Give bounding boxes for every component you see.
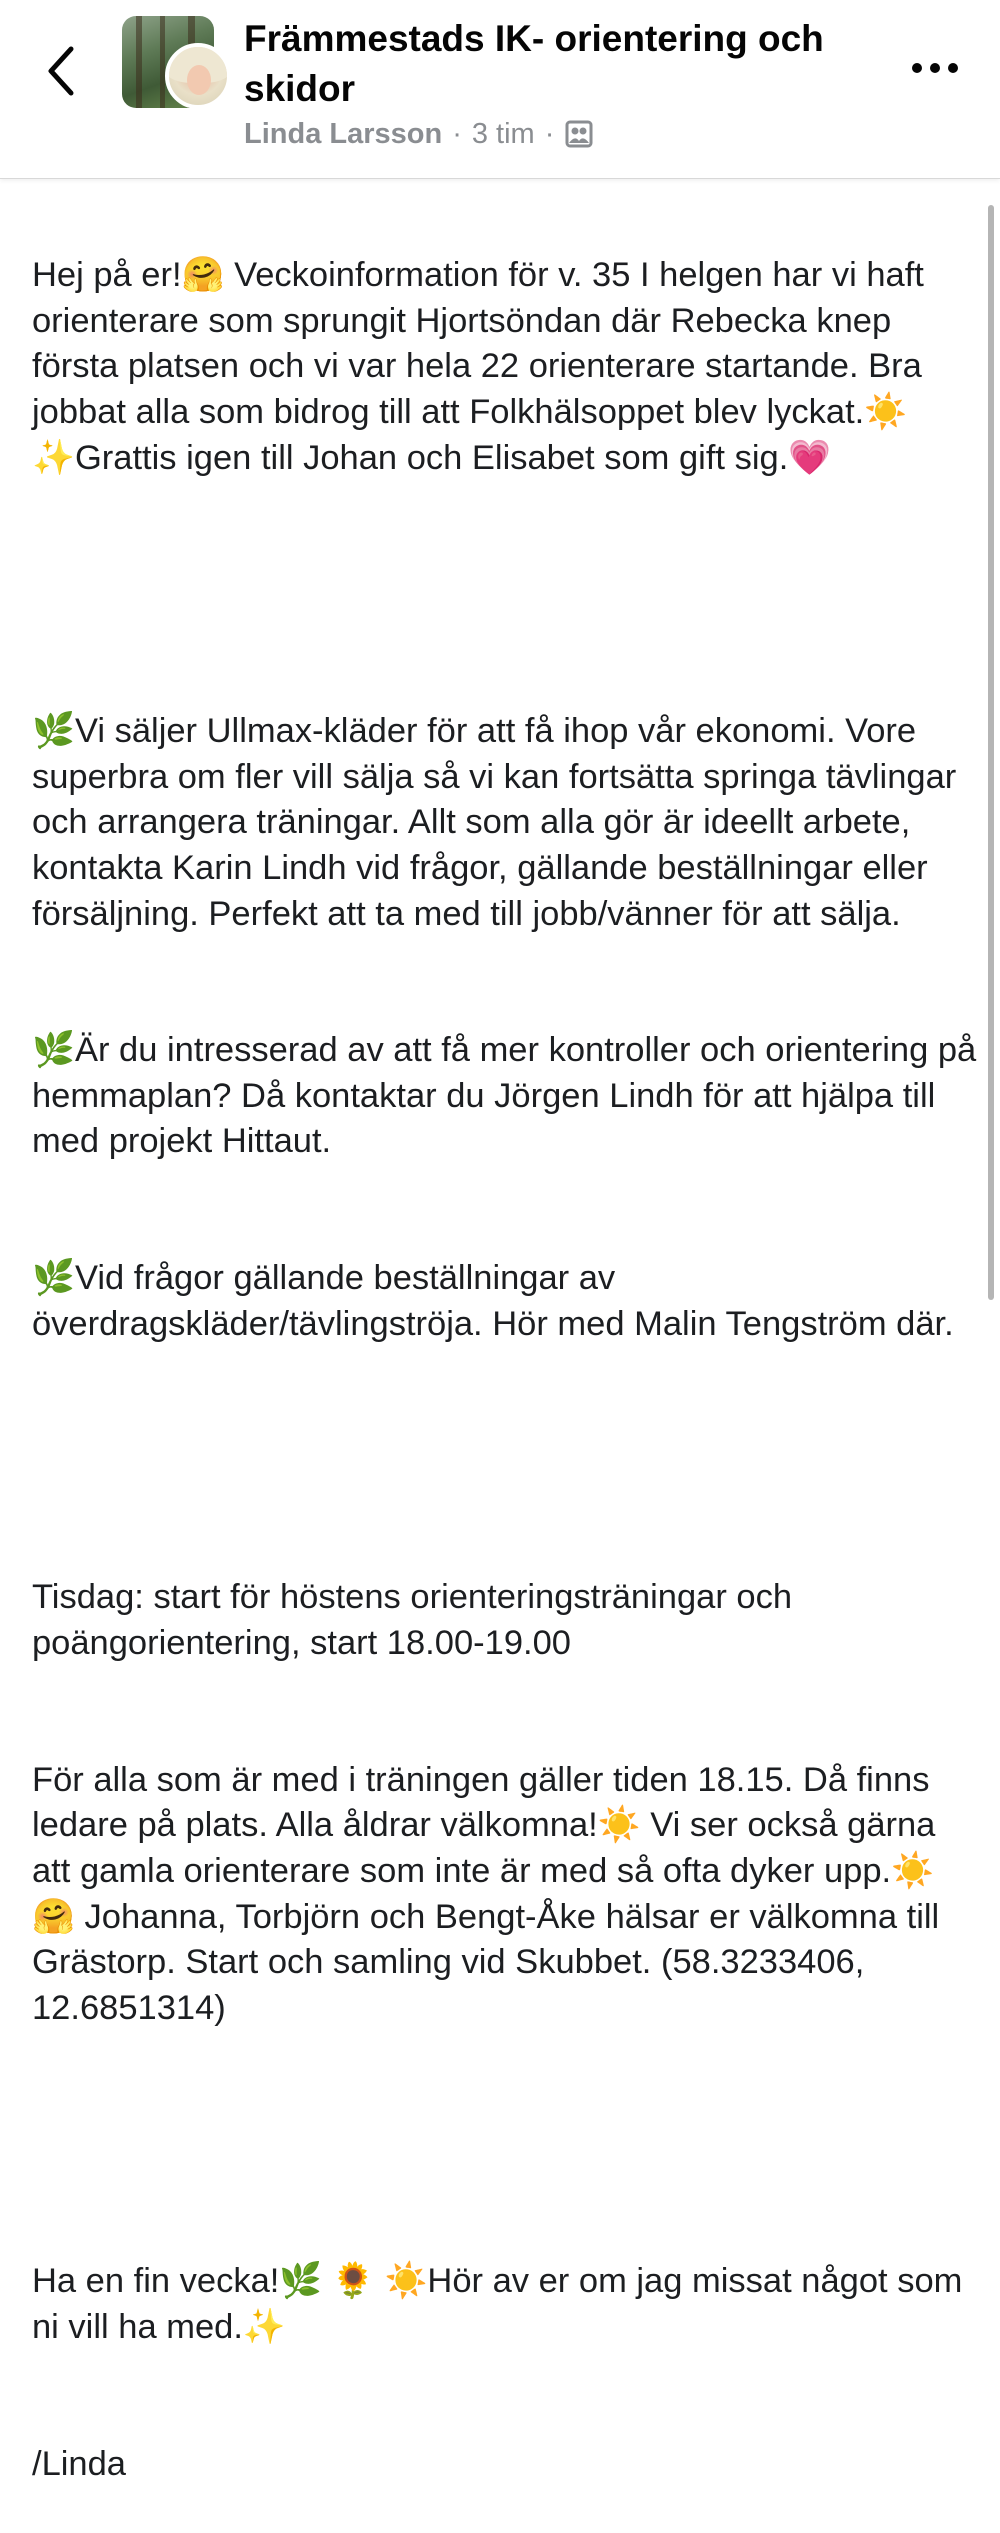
post-paragraph: För alla som är med i träningen gäller tiden 18.15. Då finns ledare på plats. Alla åldrar välkomna!☀️ Vi ser också gärna att gamla orienterare som inte är med så ofta dyker upp.☀️ 🤗 Johanna, Torbjörn och Bengt-Åke hälsar er välkomna till Grästorp. Start och samling vid Skubbet. (58.3233406, 12.6851314) — [32, 1760, 949, 2027]
group-audience-icon — [564, 119, 594, 149]
more-options-icon — [911, 62, 959, 74]
post-paragraph: Hej på er!🤗 Veckoinformation för v. 35 I helgen har vi haft orienterare som sprungit Hjortsöndan där Rebecka knep första platsen och vi var hela 22 orienterare startande. Bra jobbat alla som bidrog till att Folkhälsoppet blev lyckat.☀️ ✨Grattis igen till Johan och Elisabet som gift sig.💗 — [32, 256, 934, 477]
author-name[interactable]: Linda Larsson — [244, 117, 443, 150]
post-paragraph — [32, 2123, 977, 2169]
meta-separator: · — [452, 117, 462, 150]
post-paragraph — [32, 572, 977, 618]
post-time[interactable]: 3 tim — [471, 117, 535, 150]
post-meta — [244, 114, 594, 154]
post-paragraph: Ha en fin vecka!🌿 🌻 ☀️Hör av er om jag missat något som ni vill ha med.✨ — [32, 2262, 972, 2346]
more-options-button[interactable] — [905, 48, 965, 88]
post-paragraph: Tisdag: start för höstens orienteringsträningar och poängorientering, start 18.00-19.00 — [32, 1578, 802, 1662]
post-text — [32, 162, 986, 2533]
scrollbar[interactable] — [988, 205, 994, 1300]
back-button[interactable] — [30, 36, 90, 106]
post-paragraph: 🌿Är du intresserad av att få mer kontroller och orientering på hemmaplan? Då kontaktar du Jörgen Lindh för att hjälpa till med projekt Hittaut. — [32, 1031, 986, 1161]
chevron-left-icon — [43, 45, 77, 97]
post-paragraph — [32, 1439, 977, 1485]
post-paragraph: 🌿Vid frågor gällande beställningar av överdragskläder/tävlingströja. Hör med Malin Tengström där. — [32, 1259, 954, 1343]
meta-separator: · — [544, 117, 555, 150]
post-paragraph: /Linda — [32, 2444, 126, 2483]
post-paragraph: 🌿Vi säljer Ullmax-kläder för att få ihop vår ekonomi. Vore superbra om fler vill sälja så vi kan fortsätta springa tävlingar och arrangera träningar. Allt som alla gör är ideellt arbete, kontakta Karin Lindh vid frågor, gällande beställningar eller försäljning. Perfekt att ta med till jobb/vänner för att sälja. — [32, 712, 966, 933]
author-avatar[interactable] — [165, 43, 231, 109]
group-name[interactable]: Främmestads IK- orientering och skidor — [244, 18, 824, 109]
post-header — [0, 0, 1000, 179]
